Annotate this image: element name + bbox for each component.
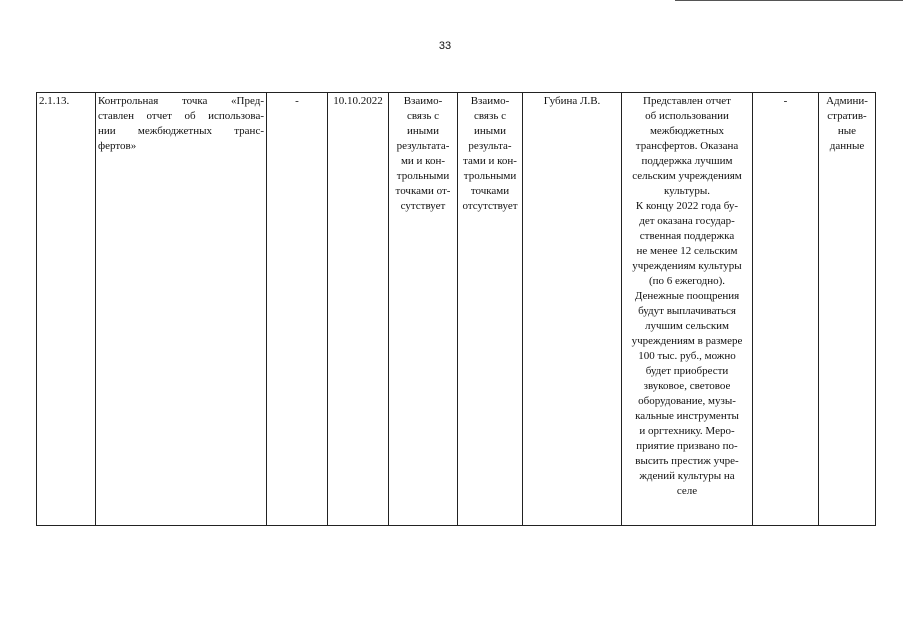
relation-a-line: связь с	[407, 110, 439, 122]
responsible-person: Губина Л.В.	[543, 95, 601, 107]
control-point-name	[98, 94, 264, 154]
relation-b-line: результа-	[468, 140, 512, 152]
cell-date	[328, 93, 389, 526]
name-line: ставлен отчет об использова-	[98, 110, 264, 122]
description-line: об использовании	[645, 110, 729, 122]
relation-b-line: точками	[470, 185, 510, 197]
header-rule	[675, 0, 903, 1]
source-line: стратив-	[827, 110, 867, 122]
col10-value: -	[783, 95, 788, 107]
cell-name	[96, 93, 267, 526]
description-line: будет приобрести	[645, 365, 729, 377]
description-line: Денежные поощрения	[634, 290, 740, 302]
description-line: не менее 12 сельским	[636, 245, 738, 257]
relation-a-line: Взаимо-	[403, 95, 443, 107]
name-line: нии межбюджетных транс-	[98, 125, 264, 137]
control-points-table	[36, 92, 876, 526]
relation-b-line: иными	[473, 125, 506, 137]
description-line: и оргтехнику. Меро-	[639, 425, 735, 437]
cell-source	[819, 93, 876, 526]
cell-col3	[267, 93, 328, 526]
data-source	[821, 94, 873, 154]
cell-col10	[753, 93, 819, 526]
description-line: 100 тыс. руб., можно	[638, 350, 736, 362]
description-line: дет оказана государ-	[639, 215, 735, 227]
cell-relation-a	[389, 93, 458, 526]
relation-a-line: трольными	[396, 170, 450, 182]
description-line: ственная поддержка	[639, 230, 735, 242]
description-line: высить престиж учре-	[635, 455, 739, 467]
relation-a-line: иными	[406, 125, 439, 137]
description-line: кальные инструменты	[635, 410, 739, 422]
description-line: Представлен отчет	[643, 95, 731, 107]
relation-a-text	[391, 94, 455, 214]
relation-b-line: трольными	[463, 170, 517, 182]
name-line: фертов»	[98, 140, 137, 152]
description-line: приятие призвано по-	[636, 440, 738, 452]
source-line: ные	[837, 125, 857, 137]
description-line: сельским учреждениям	[632, 170, 742, 182]
result-description	[624, 94, 750, 499]
date-value: 10.10.2022	[333, 95, 383, 107]
description-line: трансфертов. Оказана	[635, 140, 739, 152]
source-line: Админи-	[826, 95, 868, 107]
description-line: культуры.	[663, 185, 711, 197]
description-line: К концу 2022 года бу-	[635, 200, 739, 212]
relation-b-line: Взаимо-	[470, 95, 510, 107]
name-line: Контрольная точка «Пред-	[98, 95, 264, 107]
cell-number	[37, 93, 96, 526]
relation-a-line: точками от-	[395, 185, 451, 197]
relation-b-line: связь с	[474, 110, 506, 122]
description-line: учреждениям культуры	[632, 260, 742, 272]
relation-b-line: отсутствует	[462, 200, 518, 212]
row-number: 2.1.13.	[39, 95, 70, 107]
description-line: межбюджетных	[649, 125, 725, 137]
description-line: оборудование, музы-	[638, 395, 736, 407]
col3-value: -	[295, 95, 299, 107]
relation-a-line: результата-	[396, 140, 450, 152]
description-line: учреждениям в размере	[631, 335, 743, 347]
description-line: поддержка лучшим	[641, 155, 733, 167]
description-line: (по 6 ежегодно).	[648, 275, 726, 287]
source-line: данные	[829, 140, 865, 152]
description-line: селе	[676, 485, 698, 497]
relation-b-text	[460, 94, 520, 214]
page-number: 33	[438, 40, 452, 52]
cell-relation-b	[458, 93, 523, 526]
cell-description	[622, 93, 753, 526]
description-line: будут выплачиваться	[638, 305, 736, 317]
table-row	[37, 93, 876, 526]
relation-a-line: сутствует	[400, 200, 446, 212]
relation-b-line: тами и кон-	[463, 155, 517, 167]
cell-responsible	[523, 93, 622, 526]
relation-a-line: ми и кон-	[400, 155, 446, 167]
description-line: лучшим сельским	[644, 320, 730, 332]
description-line: ждений культуры на	[639, 470, 735, 482]
description-line: звуковое, световое	[643, 380, 731, 392]
